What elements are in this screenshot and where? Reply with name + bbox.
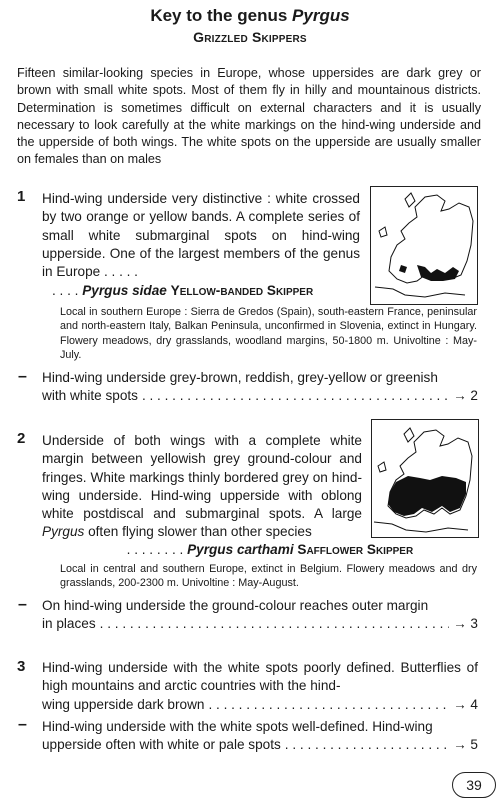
couplet-1-alt-target[interactable]: → 2 xyxy=(453,388,478,404)
couplet-2-alt-target[interactable]: → 3 xyxy=(453,616,478,632)
couplet-2-note: Local in central and southern Europe, extinct in Belgium. Flowery meadows and dry grasslands, 200-2300 m. Univoltine : May-August. xyxy=(60,563,477,590)
page-title xyxy=(0,6,500,26)
couplet-2-alt-text: On hind-wing underside the ground-colour reaches outer margin xyxy=(42,598,429,613)
leader-dots xyxy=(285,736,449,754)
couplet-2-number: 2 xyxy=(17,430,26,447)
page-subtitle: Grizzled Skippers xyxy=(193,29,307,45)
couplet-1-alt-dash: – xyxy=(18,368,27,385)
couplet-3-alt-dash: – xyxy=(18,716,27,733)
couplet-1-lead: Hind-wing underside very distinctive : white crossed by two orange or yellow bands. A complete series of small white submarginal spots on hind-wing upperside. One of the largest members of the genus in Europe . . . . . xyxy=(42,191,360,280)
couplet-2-lead-genus: Pyrgus xyxy=(42,524,85,540)
couplet-2-lead xyxy=(42,432,362,542)
couplet-2-alt-line xyxy=(42,615,478,633)
couplet-3-lead-target[interactable]: → 4 xyxy=(453,696,478,712)
couplet-3-alt-text: Hind-wing underside with the white spots well-defined. Hind-wing xyxy=(42,719,433,734)
couplet-1-alt-text: Hind-wing underside grey-brown, reddish, grey-yellow or greenish xyxy=(42,370,438,385)
couplet-3-alt-line xyxy=(42,736,478,754)
couplet-3-lead xyxy=(42,659,478,714)
common-name-safflower-skipper: Safflower Skipper xyxy=(297,542,414,557)
couplet-1-note: Local in southern Europe : Sierra de Gredos (Spain), south-eastern France, peninsular and north-eastern Italy, Balkan Peninsula, unconfirmed in Slovenia, extinct in Hungary. Flowery meadows, dry grasslands, woodland margins, 50-1800 m. Univoltine : May-July. xyxy=(60,306,477,362)
couplet-3-alt-target[interactable]: → 5 xyxy=(453,737,478,753)
couplet-2-alt xyxy=(42,597,478,634)
couplet-3-alt-text-end: upperside often with white or pale spots xyxy=(42,737,281,753)
couplet-3-lead-line xyxy=(42,696,478,714)
couplet-3-number: 3 xyxy=(17,658,26,675)
intro-paragraph: Fifteen similar-looking species in Europe, whose uppersides are dark grey or brown with small white spots. Most of them fly in hilly and mountainous districts. Determination is sometimes difficult on external characters and it is usually necessary to look carefully at the white markings on the hind-wing underside and the upperside of both wings. The white spots on the upperside are usually smaller on females than on males xyxy=(17,66,481,167)
couplet-2-result xyxy=(42,541,478,559)
page-number: 39 xyxy=(452,772,496,798)
leader-dots xyxy=(208,696,449,714)
title-genus: Pyrgus xyxy=(292,6,350,25)
couplet-2-alt-dash: – xyxy=(18,596,27,613)
europe-distribution-map-icon xyxy=(371,419,479,538)
couplet-2-lead-1: Underside of both wings with a complete white margin between yellowish grey ground-colour and fringes. White markings thinly bordered grey on hind-wing underside. Hind-wing upperside with oblong white postdiscal and submarginal spots. A large xyxy=(42,433,362,522)
couplet-1-alt-line xyxy=(42,387,478,405)
couplet-3-alt xyxy=(42,718,478,755)
couplet-2-lead-2: often flying slower than other species xyxy=(88,524,312,540)
couplet-2-alt-text-end: in places xyxy=(42,616,96,632)
couplet-1-alt-text-end: with white spots xyxy=(42,388,138,404)
couplet-3-lead-text: Hind-wing underside with the white spots poorly defined. Butterflies of high mountains and arctic countries with the hind- xyxy=(42,660,478,694)
leader-dots xyxy=(100,615,449,633)
species-pyrgus-sidae: Pyrgus sidae xyxy=(82,283,167,298)
couplet-1-number: 1 xyxy=(17,188,26,205)
leader-dots xyxy=(142,387,449,405)
couplet-3-lead-end: wing upperside dark brown xyxy=(42,696,205,712)
title-prefix: Key to the genus xyxy=(150,6,288,25)
species-pyrgus-carthami: Pyrgus carthami xyxy=(187,542,294,557)
couplet-1-result xyxy=(52,282,362,300)
couplet-1-result-dots: . . . . xyxy=(52,283,79,298)
europe-distribution-map-icon xyxy=(370,186,478,305)
couplet-1-alt xyxy=(42,369,478,406)
common-name-yellow-banded-skipper: Yellow-banded Skipper xyxy=(170,283,314,298)
couplet-2-result-dots: . . . . . . . . xyxy=(126,542,184,557)
